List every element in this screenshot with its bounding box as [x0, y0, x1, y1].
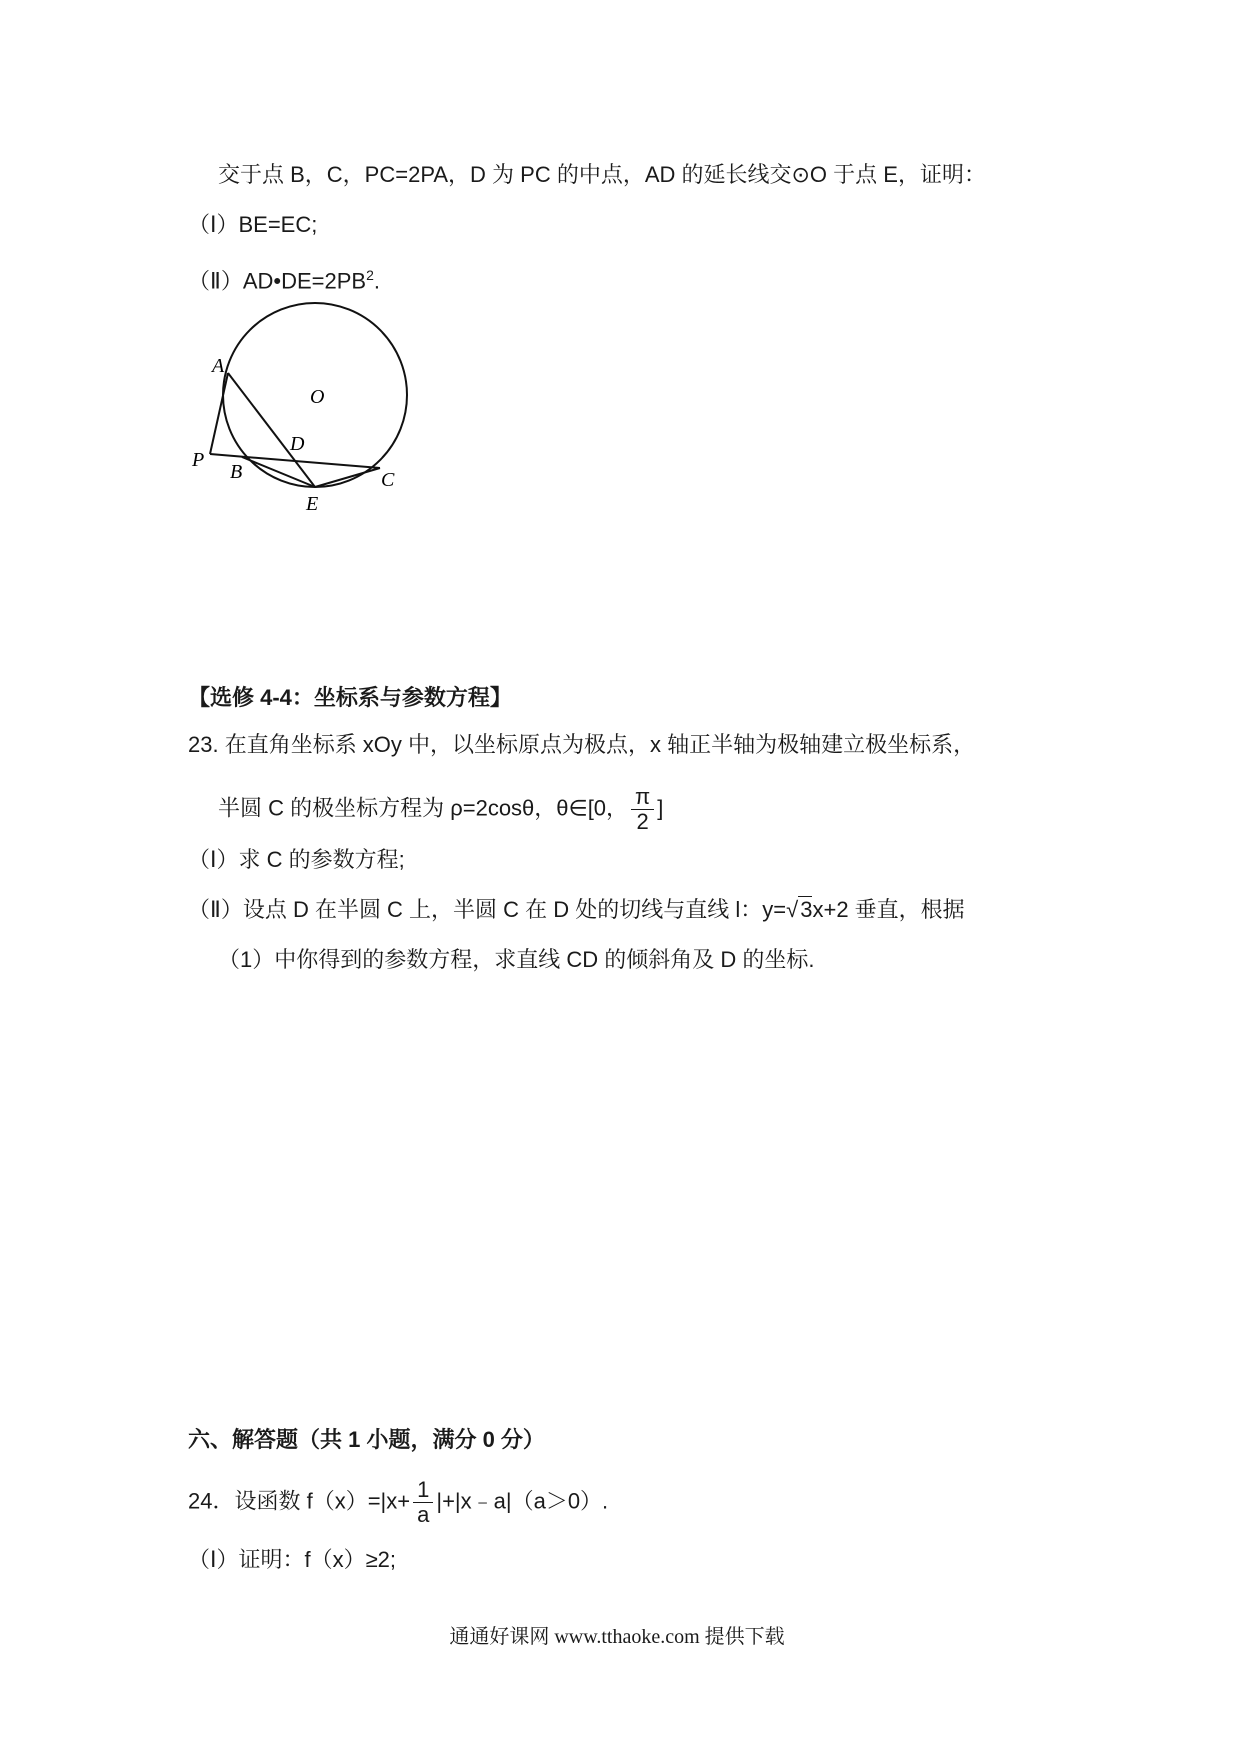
label-c: C	[381, 469, 395, 491]
q24-fraction	[413, 1478, 433, 1527]
label-o: O	[310, 386, 325, 408]
label-e: E	[306, 493, 319, 515]
q24-function-start: 24．设函数 f（x）=|x+	[188, 1488, 411, 1514]
q23-part1: （Ⅰ）求 C 的参数方程;	[188, 847, 405, 872]
q23-line1: 23. 在直角坐标系 xOy 中，以坐标原点为极点，x 轴正半轴为极轴建立极坐标系，	[188, 732, 976, 757]
q22-part2	[188, 260, 380, 296]
label-p: P	[192, 449, 205, 471]
q23-equation-start: 半圆 C 的极坐标方程为 ρ=2cosθ，θ∈[0，	[218, 795, 629, 821]
q23-part2-line2: （1）中你得到的参数方程，求直线 CD 的倾斜角及 D 的坐标.	[218, 947, 815, 972]
q23-equation-end: ]	[657, 795, 664, 821]
q23-fraction	[631, 785, 654, 834]
q22-part2-superscript: 2	[366, 267, 374, 283]
segment-ec	[315, 468, 380, 487]
label-a: A	[212, 355, 225, 377]
q23-part2: （Ⅱ）设点 D 在半圆 C 上，半圆 C 在 D 处的切线与直线 l：y=√3x+2 垂直，根据	[188, 897, 965, 922]
q23-fraction-denominator: 2	[636, 809, 649, 834]
q23-line2	[218, 785, 663, 834]
q23-part2-start: （Ⅱ）设点 D 在半圆 C 上，半圆 C 在 D 处的切线与直线 l：y=	[188, 897, 787, 922]
q23-sqrt-value: 3	[800, 897, 813, 922]
section-44-heading: 【选修 4-4：坐标系与参数方程】	[188, 685, 512, 710]
section-6-heading: 六、解答题（共 1 小题，满分 0 分）	[188, 1427, 545, 1452]
q22-part2-text: （Ⅱ）AD•DE=2PB	[188, 268, 367, 294]
geometry-figure	[180, 300, 440, 540]
q22-intro: 交于点 B，C，PC=2PA，D 为 PC 的中点，AD 的延长线交⊙O 于点 E，证明：	[218, 162, 986, 187]
footer-source: 通通好课网 www.tthaoke.com 提供下载	[449, 1626, 785, 1648]
q23-part2-end: x+2 垂直，根据	[812, 897, 965, 922]
q24-fraction-denominator: a	[417, 1502, 430, 1527]
q22-part2-end: .	[373, 268, 381, 294]
q23-fraction-numerator: π	[631, 785, 654, 810]
q24-part1: （Ⅰ）证明：f（x）≥2;	[188, 1547, 397, 1572]
q24-function-end: |+|x﹣a|（a＞0）.	[436, 1488, 609, 1514]
q24-fraction-numerator: 1	[413, 1478, 433, 1503]
q22-part1: （Ⅰ）BE=EC;	[188, 212, 318, 237]
label-b: B	[230, 461, 243, 483]
label-d: D	[290, 433, 305, 455]
q24-statement	[188, 1478, 608, 1527]
